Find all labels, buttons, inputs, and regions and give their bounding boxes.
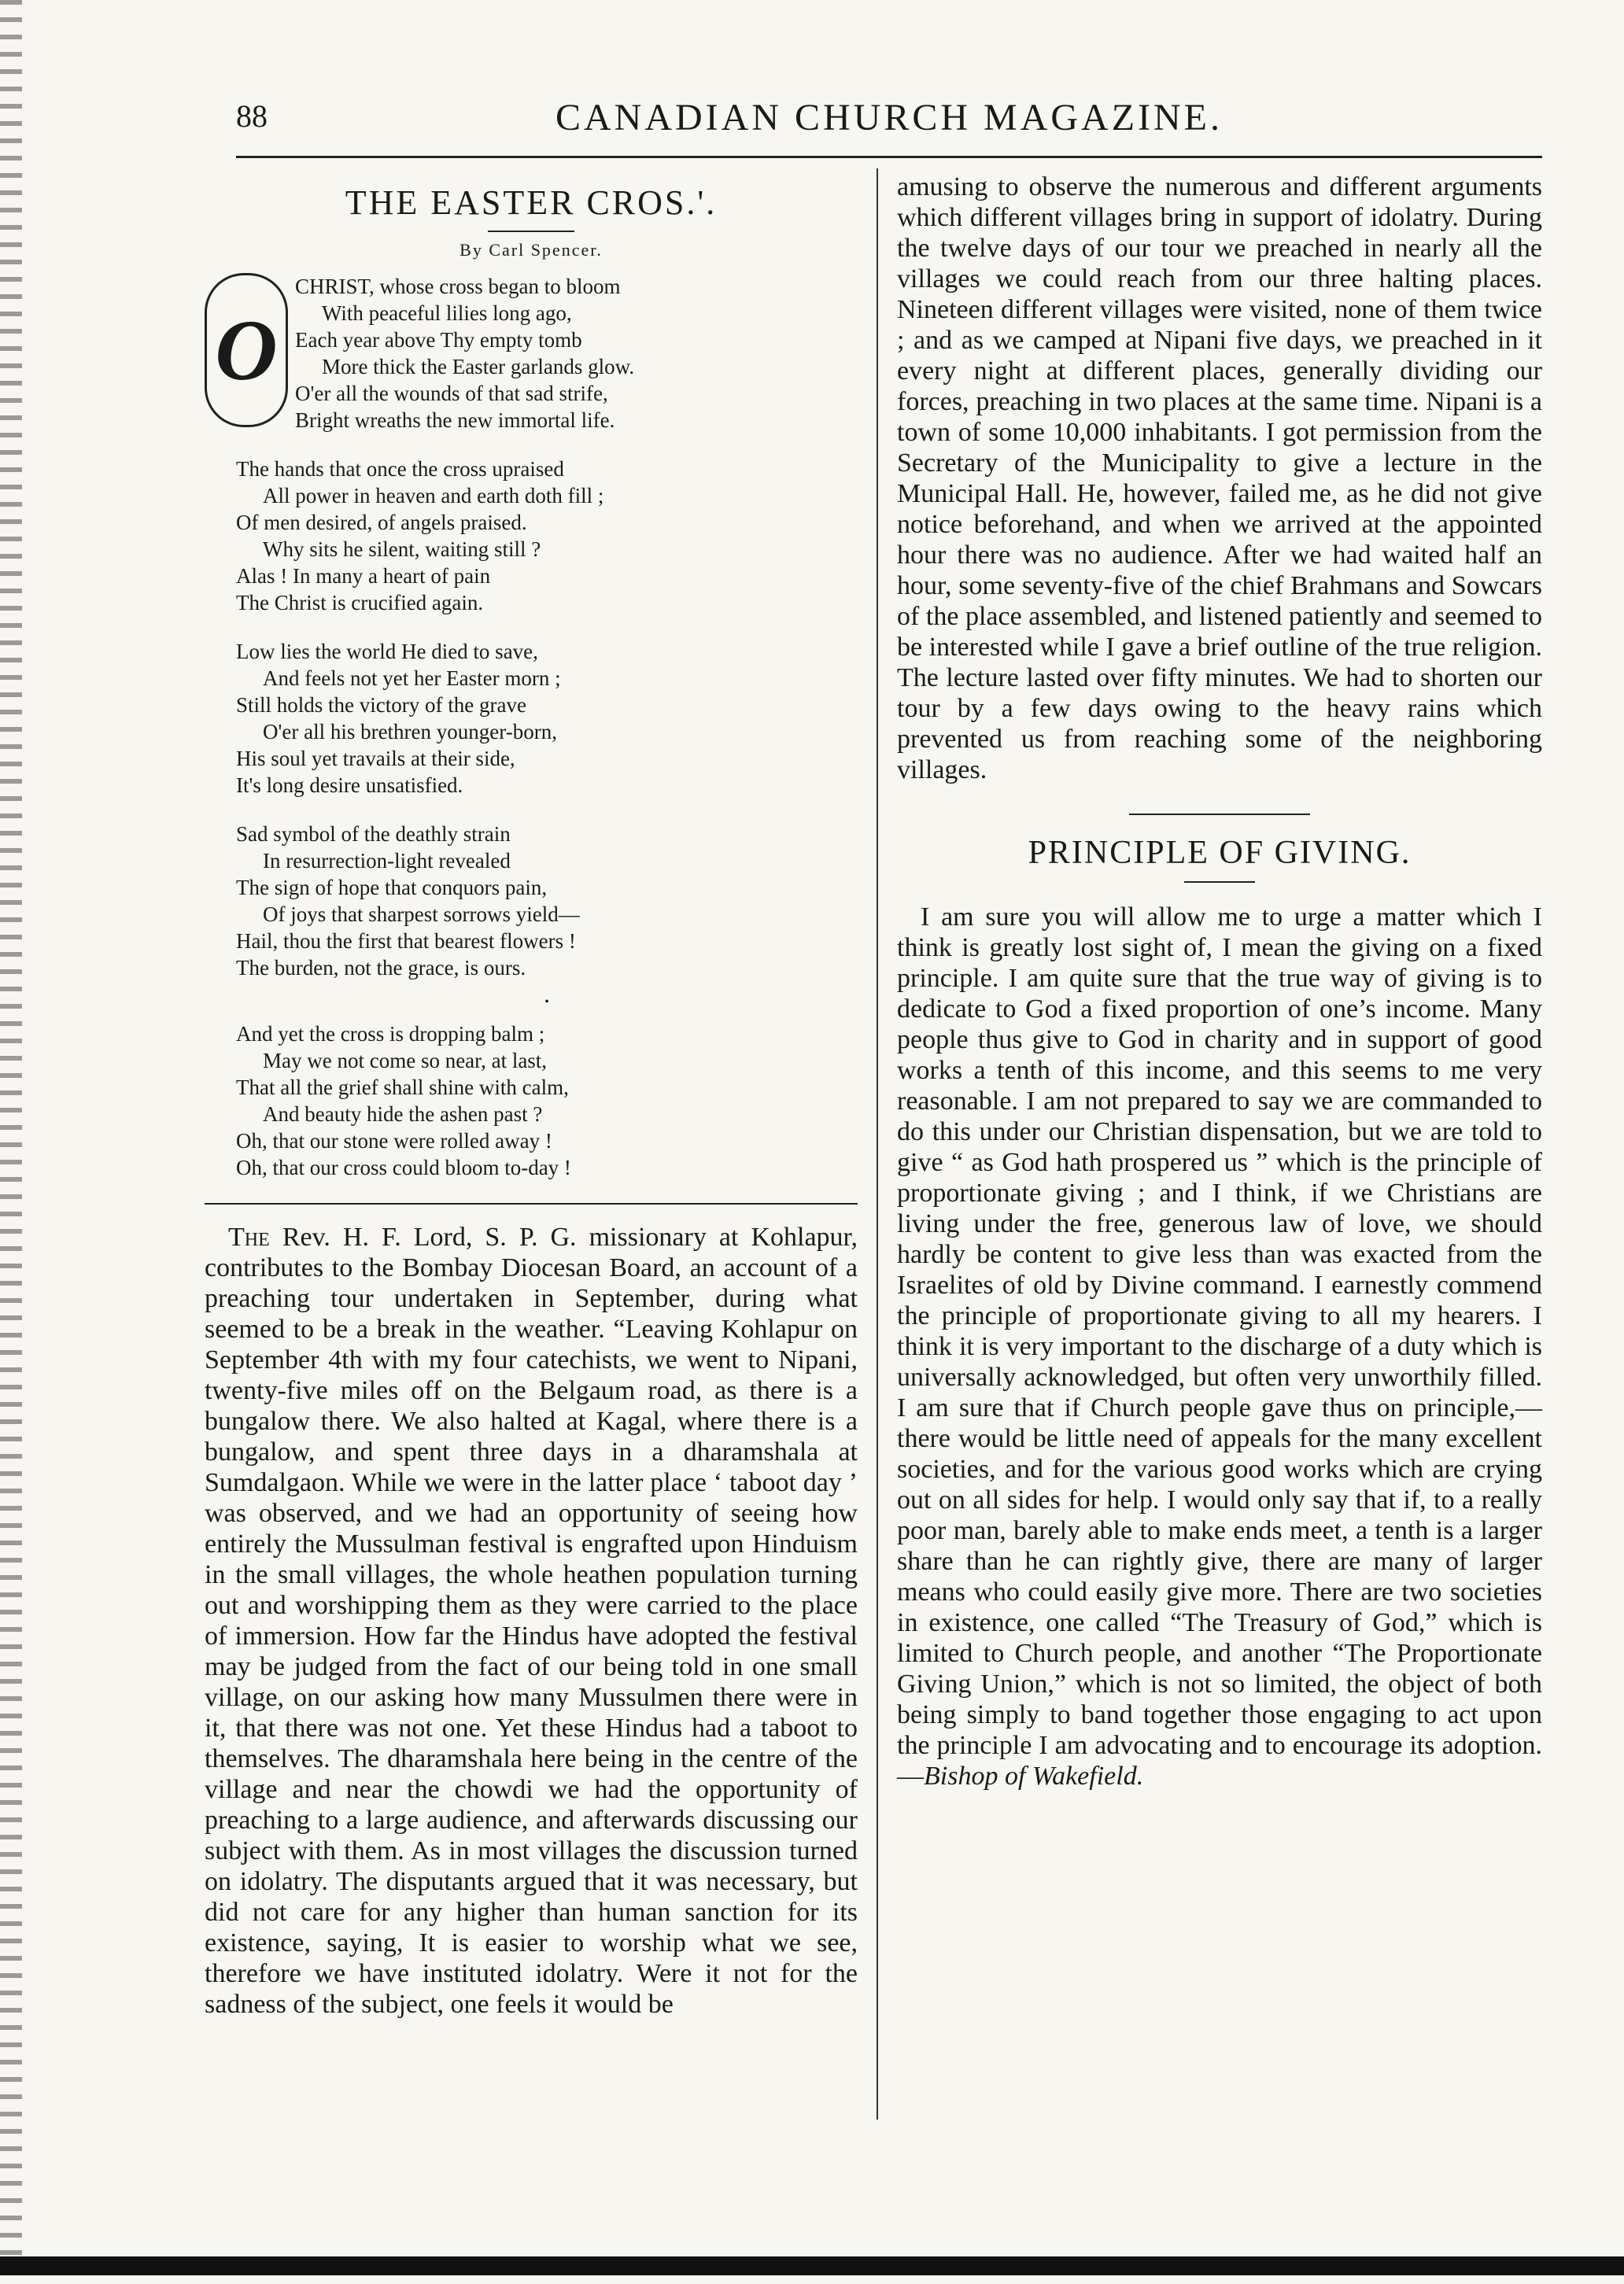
- lead-word: The: [228, 1223, 270, 1252]
- poem-line: Sad symbol of the deathly strain: [236, 822, 511, 846]
- poem-stanza: [236, 456, 858, 616]
- poem-line: Each year above Thy empty tomb: [295, 328, 582, 352]
- poem-line: Of men desired, of angels praised.: [236, 511, 527, 534]
- left-column: [205, 172, 858, 2020]
- page-number: 88: [236, 98, 268, 134]
- giving-article-body: [897, 902, 1542, 1791]
- page-header: [236, 93, 1542, 148]
- poem-line: CHRIST, whose cross began to bloom: [295, 275, 621, 298]
- poem-line: O'er all his brethren younger-born,: [263, 720, 557, 743]
- poem-line: And feels not yet her Easter morn ;: [263, 666, 561, 690]
- magazine-title: CANADIAN CHURCH MAGAZINE.: [555, 97, 1223, 138]
- poem-line: It's long desire unsatisfied.: [236, 773, 463, 797]
- section-rule: [205, 1203, 858, 1205]
- poem-title: THE EASTER CROS.'.: [345, 183, 718, 222]
- poem-line: Of joys that sharpest sorrows yield—: [263, 902, 580, 926]
- poem-stanza: [236, 1020, 858, 1181]
- lord-article-continuation: amusing to observe the numerous and different arguments which different villages bring in support of idolatry. During the twelve days of our tour we preached in nearly all the villages we could reach from our three halting places. Nineteen different villages were visited, none of them twice ; and as we camped at Nipani five days, we preached in it every night at different places, generally dividing our forces, preaching in two places at the same time. Nipani is a town of some 10,000 inhabitants. I got permission from the Secretary of the Municipality to give a lecture in the Municipal Hall. He, however, failed me, as he did not give notice beforehand, and when we arrived at the appointed hour there was no audience. After we had waited half an hour, some seventy-five of the chief Brahmans and Sowcars of the place assembled, and listened patiently and seemed to be interested while I gave a brief outline of the true religion. The lecture lasted over fifty minutes. We had to shorten our tour by a few days owing to the heavy rains which prevented us from reaching some of the neighboring villages.: [897, 172, 1542, 784]
- poem-line: And yet the cross is dropping balm ;: [236, 1022, 545, 1046]
- lord-article-text: Rev. H. F. Lord, S. P. G. missionary at Kohlapur, contributes to the Bombay Diocesan Board, an account of a preaching tour undertaken in September, during what seemed to be a break in the weather. “Leaving Kohlapur on September 4th with my four catechists, we went to Nipani, twenty-five miles off on the Belgaum road, as there is a bungalow there. We also halted at Kagal, where there is a bungalow, and spent three days in a dharamshala at Sumdalgaon. While we were in the latter place ‘ taboot day ’ was observed, and we had an opportunity of seeing how entirely the Mussulman festival is engrafted upon Hinduism in the small villages, the whole heathen population turning out and worshipping them as they were carried to the place of immersion. How far the Hindus have adopted the festival may be judged from the fact of our being told in one small village, on our asking how many Mussulmen there were in it, that there was not one. Yet these Hindus had a taboot to themselves. The dharamshala here being in the centre of the village and near the chowdi we had the opportunity of preaching to a large audience, and afterwards discussing our subject with them. As in most villages the discussion turned on idolatry. The disputants argued that it was necessary, but did not care for any higher than human sanction for its existence, saying, It is easier to worship what we see, therefore we have instituted idolatry. Were it not for the sadness of the subject, one feels it would be: [205, 1223, 858, 2019]
- poem-line: Alas ! In many a heart of pain: [236, 564, 491, 588]
- giving-article-title: PRINCIPLE OF GIVING.: [1028, 835, 1412, 871]
- poem-line: O'er all the wounds of that sad strife,: [295, 382, 608, 405]
- column-divider: [877, 168, 878, 2120]
- poem-stanza: [236, 638, 858, 799]
- lord-article-paragraph: [205, 1222, 858, 2020]
- poem-line: His soul yet travails at their side,: [236, 747, 515, 770]
- poem-line: Oh, that our cross could bloom to-day !: [236, 1156, 571, 1179]
- poem-byline: By Carl Spencer.: [460, 240, 603, 260]
- header-rule: [236, 156, 1542, 158]
- title-rule: [488, 231, 574, 232]
- poem-line: Oh, that our stone were rolled away !: [236, 1129, 552, 1153]
- poem-line: Still holds the victory of the grave: [236, 693, 526, 717]
- poem-line: The Christ is crucified again.: [236, 591, 484, 614]
- scan-margin-marks: [0, 0, 22, 2284]
- poem-body: [215, 273, 858, 1181]
- title-rule: [1184, 881, 1255, 883]
- ornamental-dropcap: O: [205, 273, 288, 427]
- poem-line: The burden, not the grace, is ours.: [236, 956, 526, 980]
- poem-line: With peaceful lilies long ago,: [322, 301, 572, 325]
- poem-line: In resurrection-light revealed: [263, 849, 511, 873]
- poem-line: Why sits he silent, waiting still ?: [263, 537, 541, 561]
- poem-line: May we not come so near, at last,: [263, 1049, 548, 1072]
- poem-stanza: [205, 273, 858, 434]
- poem-line: Bright wreaths the new immortal life.: [295, 408, 615, 432]
- poem-line: That all the grief shall shine with calm,: [236, 1076, 569, 1099]
- poem-line: Hail, thou the first that bearest flowers !: [236, 929, 576, 953]
- poem-line: Low lies the world He died to save,: [236, 640, 538, 663]
- poem-line: More thick the Easter garlands glow.: [322, 355, 635, 378]
- poem-line: The sign of hope that conquors pain,: [236, 876, 548, 899]
- right-column: [897, 172, 1542, 1791]
- article-attribution: Bishop of Wakefield.: [924, 1762, 1144, 1791]
- giving-article-text: I am sure you will allow me to urge a matter which I think is greatly lost sight of, I mean the giving on a fixed principle. I am quite sure that the true way of giving is to dedicate to God a fixed proportion of one’s income. Many people thus give to God in charity and in support of good works a tenth of this income, and this seems to me very reasonable. I am not prepared to say we are commanded to do this under our Christian dispensation, but we are told to give “ as God hath prospered us ” which is the principle of proportionate giving ; and I think, if we Christians are living under the free, generous law of love, we should hardly be content to give less than was exacted from the Israelites of old by Divine command. I earnestly commend the principle of proportionate giving to all my hearers. I think it is very important to the discharge of a duty which is universally acknowledged, but often very unworthily filled. I am sure that if Church people gave thus on principle,—there would be little need of appeals for the many excellent societies, and for the various good works which are crying out on all sides for help. I would only say that if, to a really poor man, barely able to make ends meet, a tenth is a larger share than he can rightly give, there are many of larger means who could easily give more. There are two societies in existence, one called “The Treasury of God,” which is limited to Church people, and another “The Proportionate Giving Union,” which is not so limited, the object of both being simply to band together those engaging to act upon the principle I am advocating and to encourage its adoption.—: [897, 902, 1542, 1791]
- poem-stanza: [236, 821, 858, 981]
- poem-line: And beauty hide the ashen past ?: [263, 1102, 543, 1126]
- scan-bottom-edge: [0, 2256, 1624, 2275]
- poem-line: All power in heaven and earth doth fill ;: [263, 484, 604, 507]
- section-rule: [1129, 814, 1310, 815]
- ornament-dot: •: [544, 995, 549, 1009]
- poem-line: The hands that once the cross upraised: [236, 457, 564, 481]
